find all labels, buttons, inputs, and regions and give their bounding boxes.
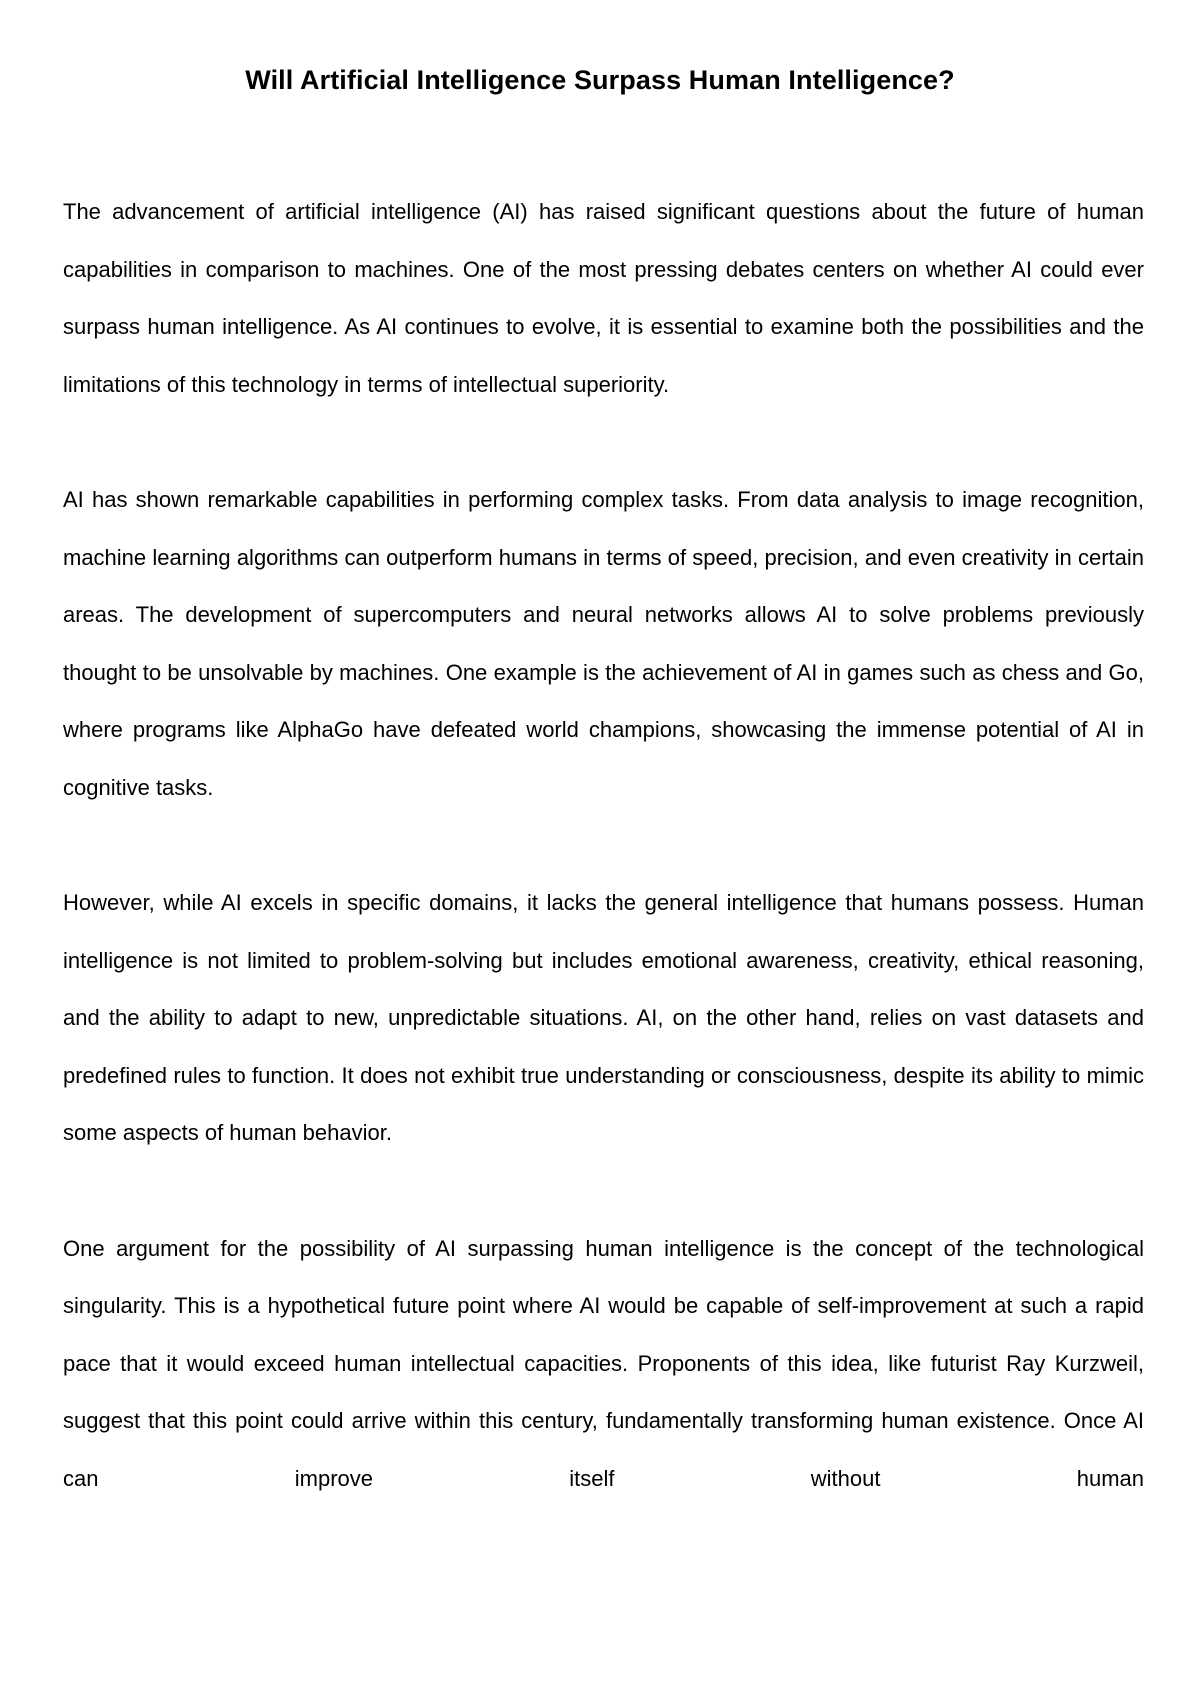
paragraph-3: However, while AI excels in specific domains, it lacks the general intelligence that humans possess. Human intelligence is not limited to problem-solving but includes emotional awareness, creativity, ethical reasoning, and the ability to adapt to new, unpredictable situations. AI, on the other hand, relies on vast datasets and predefined rules to function. It does not exhibit true understanding or consciousness, despite its ability to mimic some aspects of human behavior. [63,890,1144,1145]
document-body [63,183,1144,1507]
paragraph-2: AI has shown remarkable capabilities in performing complex tasks. From data analysis to image recognition, machine learning algorithms can outperform humans in terms of speed, precision, and even creativity in certain areas. The development of supercomputers and neural networks allows AI to solve problems previously thought to be unsolvable by machines. One example is the achievement of AI in games such as chess and Go, where programs like AlphaGo have defeated world champions, showcasing the immense potential of AI in cognitive tasks. [63,487,1144,800]
paragraph-1: The advancement of artificial intelligence (AI) has raised significant questions about the future of human capabilities in comparison to machines. One of the most pressing debates centers on whether AI could ever surpass human intelligence. As AI continues to evolve, it is essential to examine both the possibilities and the limitations of this technology in terms of intellectual superiority. [63,199,1144,397]
document-title: Will Artificial Intelligence Surpass Human Intelligence? [245,65,955,95]
paragraph-4: One argument for the possibility of AI surpassing human intelligence is the concept of the technological singularity. This is a hypothetical future point where AI would be capable of self-improvement at such a rapid pace that it would exceed human intellectual capacities. Proponents of this idea, like futurist Ray Kurzweil, suggest that this point could arrive within this century, fundamentally transforming human existence. Once AI can improve itself without human [63,1235,1144,1491]
